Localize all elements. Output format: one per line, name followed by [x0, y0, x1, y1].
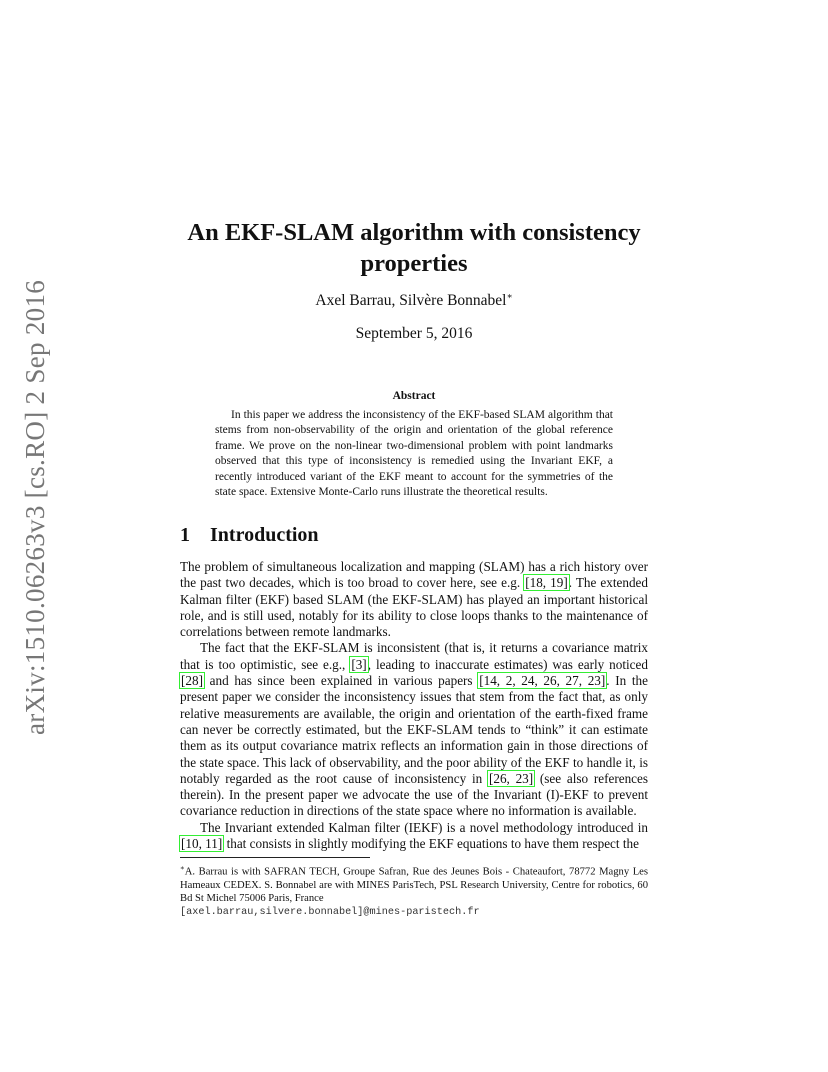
section-title: Introduction	[210, 524, 319, 546]
footnote-emails: [axel.barrau,silvere.bonnabel]@mines-paristech.fr	[180, 907, 480, 919]
paragraph-1	[180, 559, 648, 640]
citation-link[interactable]: [10, 11]	[181, 836, 223, 852]
text-run: and has since been explained in various papers	[203, 673, 479, 689]
footnote-rule	[180, 857, 370, 858]
abstract-heading: Abstract	[392, 390, 436, 402]
text-run: The Invariant extended Kalman filter (IEKF) is a novel methodology introduced in	[200, 819, 648, 835]
text-run: . The extended Kalman filter (EKF) based SLAM (the EKF-SLAM) has played an important historical role, and is still used, notably for its ability to close loops thanks to the maintenance of correlations between remote landmarks.	[180, 575, 648, 640]
author-footnote-mark: ∗	[506, 291, 513, 301]
text-run: , leading to inaccurate estimates) was early noticed	[367, 656, 648, 672]
citation-link[interactable]: [28]	[181, 673, 203, 689]
abstract-text: In this paper we address the inconsistency of the EKF-based SLAM algorithm that stems from non-observability of the origin and orientation of the global reference frame. We prove on the non-linear two-dimensional problem with point landmarks observed that this type of inconsistency is remedied using the Invariant EKF, a recently introduced variant of the EKF meant to account for the symmetries of the state space. Extensive Monte-Carlo runs illustrate the theoretical results.	[215, 409, 613, 499]
paper-date: September 5, 2016	[355, 325, 473, 342]
footnote-text: A. Barrau is with SAFRAN TECH, Groupe Safran, Rue des Jeunes Bois - Chateaufort, 78772 Magny Les Hameaux CEDEX. S. Bonnabel are with MINES ParisTech, PSL Research University, Centre for robotics, 60 Bd St Michel 75006 Paris, France	[180, 866, 648, 904]
text-run: . In the present paper we consider the inconsistency issues that stem from the fact that, as only relative measurements are available, the origin and orientation of the earth-fixed frame can never be correctly estimated, but the EKF-SLAM tends to “think” it can estimate them as its output covariance matrix reflects an information gain in those directions of the state space. This lack of observability, and the poor ability of the EKF to handle it, is notably regarded as the root cause of inconsistency in	[180, 673, 648, 786]
paragraph-2	[180, 640, 648, 819]
author-names: Axel Barrau, Silvère Bonnabel	[315, 292, 507, 310]
footnote-mark: ∗	[180, 864, 185, 872]
footnote	[180, 862, 648, 919]
text-run: The fact that the EKF-SLAM is inconsistent (that is, it returns a covariance matrix that is too optimistic, see e.g.,	[180, 640, 648, 672]
paper-title: An EKF-SLAM algorithm with consistency properties	[187, 219, 641, 277]
text-run: The problem of simultaneous localization and mapping (SLAM) has a rich history over the past two decades, which is too broad to cover here, see e.g.	[180, 559, 648, 591]
text-run: (see also references therein). In the present paper we advocate the use of the Invariant (I)-EKF to prevent covariance reduction in directions of the state space where no information is available.	[180, 770, 648, 819]
section-number: 1	[180, 524, 190, 546]
section-heading	[180, 524, 319, 547]
paper-authors	[180, 291, 648, 310]
arxiv-identifier: arXiv:1510.06263v3 [cs.RO] 2 Sep 2016	[20, 279, 50, 735]
citation-link[interactable]: [3]	[351, 656, 367, 672]
citation-link[interactable]: [18, 19]	[525, 575, 568, 591]
citation-link[interactable]: [14, 2, 24, 26, 27, 23]	[479, 673, 606, 689]
paragraph-3	[180, 820, 648, 853]
body-text	[180, 559, 648, 852]
text-run: that consists in slightly modifying the EKF equations to have them respect the	[223, 836, 639, 852]
citation-link[interactable]: [26, 23]	[488, 770, 534, 786]
